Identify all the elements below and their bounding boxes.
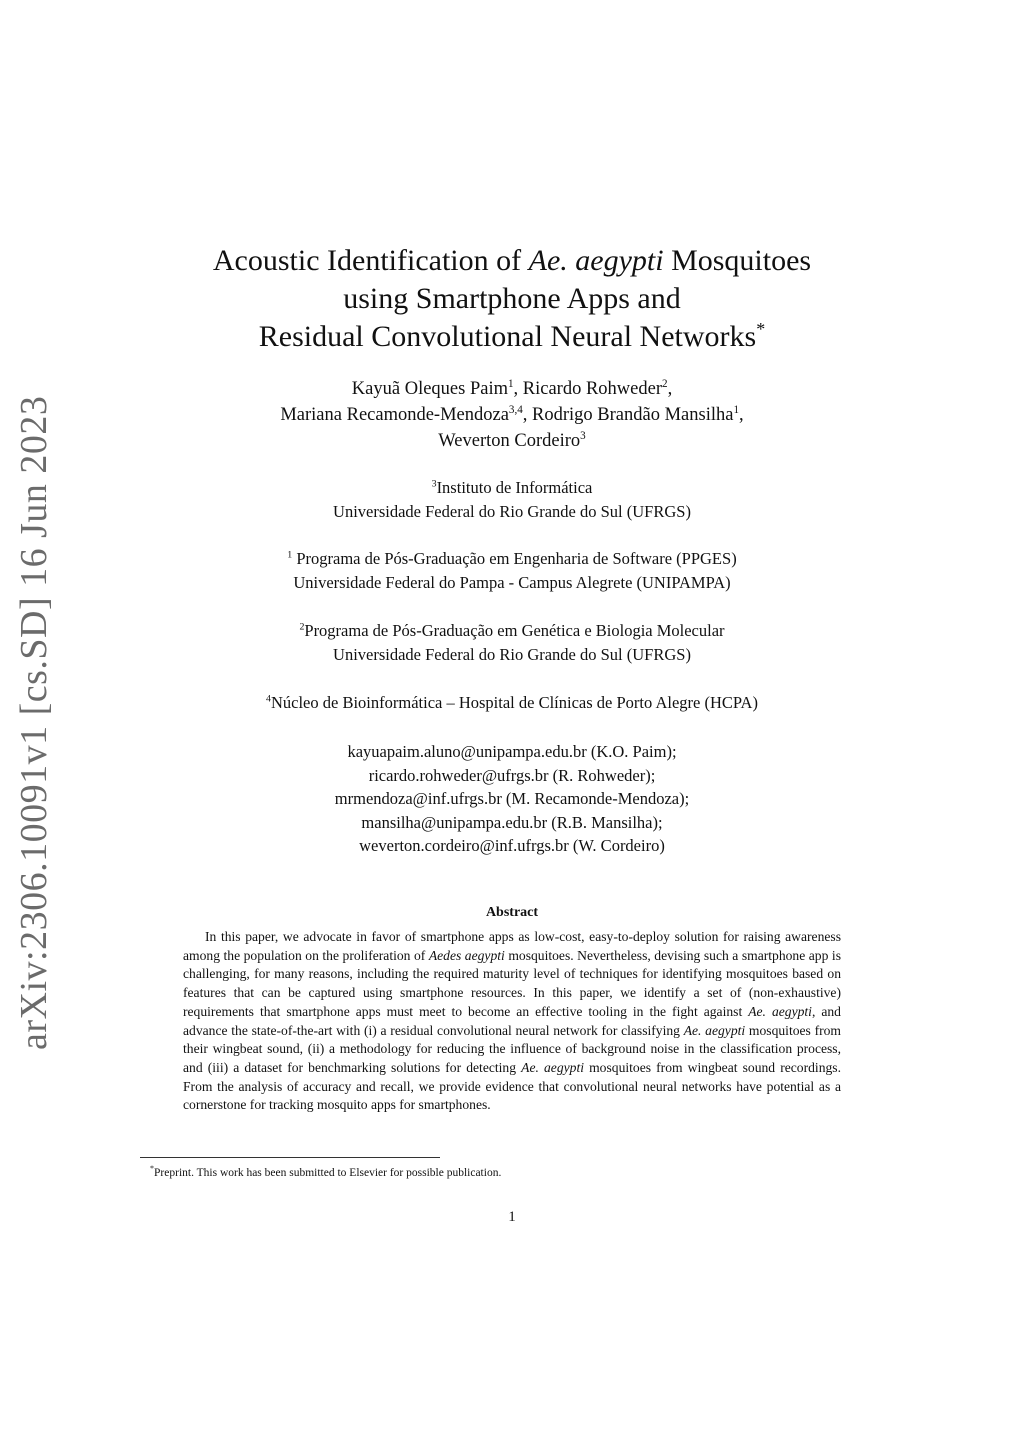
email-line: mansilha@unipampa.edu.br (R.B. Mansilha); [361,812,663,832]
footnote: *Preprint. This work has been submitted to Elsevier for possible publication. [150,1164,502,1179]
email-line: ricardo.rohweder@ufrgs.br (R. Rohweder); [368,765,656,785]
email-line: weverton.cordeiro@inf.ufrgs.br (W. Cordeiro) [359,836,665,855]
email-line: kayuapaim.aluno@unipampa.edu.br (K.O. Paim); [347,742,677,761]
paper-title [150,242,874,356]
title-line-3: Residual Convolutional Neural Networks* [258,319,766,353]
page-number: 1 [508,1209,516,1225]
author-list [150,376,874,454]
affiliation: $^2$Programa de Pós-Graduação em Genética e Biologia Molecular Universidade Federal do Rio Grande do Sul (UFRGS) [299,621,725,664]
affiliation: $^3$Instituto de Informática Universidade Federal do Rio Grande do Sul (UFRGS) [333,478,691,521]
author-name: Rodrigo Brandão Mansilha [532,405,734,425]
author-name: Weverton Cordeiro [438,431,581,451]
affiliation: $^1$ Programa de Pós-Graduação em Engenharia de Software (PPGES) Universidade Federal do Pampa - Campus Alegrete (UNIPAMPA) [287,549,737,592]
abstract-body: In this paper, we advocate in favor of smartphone apps as low-cost, easy-to-deploy solution for raising awareness among the population on the proliferation of Aedes aegypti mosquitoes. Nevertheless, devising such a smartphone app is challenging, for many reasons, including the required maturity level of techniques for identifying mosquitoes based on features that can be captured using smartphone resources. In this paper, we identify a set of (non-exhaustive) requirements that smartphone apps must meet to become an effective tooling in the fight against Ae. aegypti, and advance the state-of-the-art with (i) a residual convolutional neural network for classifying Ae. aegypti mosquitoes from their wingbeat sound, (ii) a methodology for reducing the influence of background noise in the classification process, and (iii) a dataset for benchmarking solutions for detecting Ae. aegypti mosquitoes from wingbeat sound recordings. From the analysis of accuracy and recall, we provide evidence that convolutional neural networks have potential as a cornerstone for tracking mosquito apps for smartphones. [183,929,841,1113]
email-line: mrmendoza@inf.ufrgs.br (M. Recamonde-Mendoza); [334,789,690,808]
author-name: Kayuã Oleques Paim [351,379,508,399]
arxiv-identifier-stamp: arXiv:2306.10091v1 [cs.SD] 16 Jun 2023 [13,395,55,1050]
author-name: Mariana Recamonde-Mendoza [280,405,509,425]
footnote-divider [140,1157,440,1158]
author-name: Ricardo Rohweder [522,379,663,399]
title-line-2: using Smartphone Apps and [343,282,681,315]
title-footnote-mark: * [756,319,766,339]
author-line-3: Weverton Cordeiro$^3$ [438,429,586,451]
author-line-2: Mariana Recamonde-Mendoza$^{3,4}$, Rodrigo Brandão Mansilha$^1$, [280,403,744,425]
author-line-1: Kayuã Oleques Paim$^1$, Ricardo Rohweder$^2$, [351,377,673,399]
title-species-name: Ae. aegypti [528,244,664,277]
abstract-heading: Abstract [485,905,539,920]
title-line-1: Acoustic Identification of Ae. aegypti Mosquitoes [212,244,812,277]
author-emails [150,740,874,858]
affiliation: $^4$Núcleo de Bioinformática – Hospital de Clínicas de Porto Alegre (HCPA) [266,693,758,712]
